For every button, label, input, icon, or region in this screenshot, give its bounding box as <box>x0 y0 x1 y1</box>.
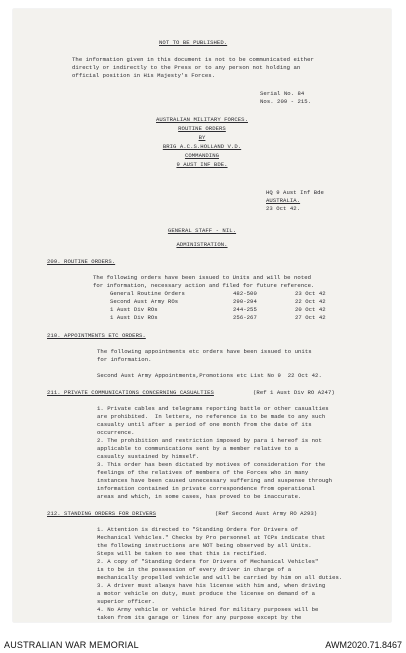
document-date: 23 Oct 42. <box>266 205 301 212</box>
notice-line-2: directly or indirectly to the Press or to any person not holding an <box>72 64 301 71</box>
section-211-line: casualty until after a period of one month from the date of its <box>97 421 312 428</box>
section-212-line: superior officer. <box>97 598 155 605</box>
hq-location: HQ 9 Aust Inf Bde <box>266 189 324 196</box>
notice-line-3: official position in His Majesty's Forces. <box>72 72 216 79</box>
section-211-ref: (Ref 1 Aust Div RO A247) <box>253 389 335 396</box>
section-212-line: 4. No Army vehicle or vehicle hired for military purposes will be <box>97 606 319 613</box>
section-211-line: are prohibited. In letters, no reference is to be made to any such <box>97 413 326 420</box>
section-210-heading: 210. APPOINTMENTS ETC ORDERS. <box>47 332 146 339</box>
table-row-name: 1 Aust Div ROs <box>110 314 158 321</box>
security-classification: NOT TO BE PUBLISHED. <box>159 39 228 46</box>
archive-name: AUSTRALIAN WAR MEMORIAL <box>4 640 139 650</box>
notice-line-1: The information given in this document is not to be communicated either <box>72 56 314 63</box>
table-row-name: General Routine Orders <box>110 290 185 297</box>
section-212-line: mechanically propelled vehicle and will be carried by him on all duties. <box>97 574 343 581</box>
table-row-nos: 290-294 <box>233 298 257 305</box>
table-row-nos: 244-255 <box>233 306 257 313</box>
section-211-line: occurrence. <box>97 429 135 436</box>
archive-footer <box>0 630 406 653</box>
section-212-line: taken from its garage or lines for any purpose except by the <box>97 614 302 621</box>
section-210-line-1: The following appointments etc orders have been issued to units <box>97 348 312 355</box>
section-209-intro-1: The following orders have been issued to Units and will be noted <box>93 274 312 281</box>
general-staff-heading: GENERAL STAFF - NIL. <box>167 227 237 234</box>
section-211-line: 1. Private cables and telegrams reporting battle or other casualties <box>97 405 329 412</box>
section-210-line-2: for information. <box>97 356 152 363</box>
title-line-5: COMMANDING <box>184 152 220 159</box>
title-line-4: BRIG A.C.S.HOLLAND V.D. <box>162 143 242 150</box>
section-212-ref: (Ref Second Aust Army RO A293) <box>215 510 318 517</box>
section-212-line: 2. A copy of "Standing Orders for Drivers of Mechanical Vehicles" <box>97 558 319 565</box>
table-row-nos: 482-500 <box>233 290 257 297</box>
archive-reference: AWM2020.71.8467 <box>325 640 402 650</box>
section-211-heading: 211. PRIVATE COMMUNICATIONS CONCERNING CASUALTIES <box>47 389 214 396</box>
section-211-line: areas and which, in some cases, has proved to be inaccurate. <box>97 493 302 500</box>
title-line-1: AUSTRALIAN MILITARY FORCES. <box>156 116 248 123</box>
section-211-line: instances have been caused unnecessary suffering and suspense through <box>97 477 333 484</box>
table-row-date: 23 Oct 42 <box>295 290 326 297</box>
section-212-heading: 212. STANDING ORDERS FOR DRIVERS <box>47 510 157 517</box>
title-line-3: BY <box>198 134 206 141</box>
section-211-line: casualty sustained by himself. <box>97 453 200 460</box>
section-212-line: Steps will be taken to see that this is rectified. <box>97 550 268 557</box>
table-row-date: 22 Oct 42 <box>295 298 326 305</box>
table-row-name: 1 Aust Div ROs <box>110 306 158 313</box>
table-row-nos: 256-267 <box>233 314 257 321</box>
title-line-6: 9 AUST INF BDE. <box>176 161 228 168</box>
section-209-intro-2: for information, necessary action and filed for future reference. <box>93 282 315 289</box>
section-212-line: is to be in the possession of every driver in charge of a <box>97 566 292 573</box>
section-209-heading: 209. ROUTINE ORDERS. <box>47 258 116 265</box>
administration-heading: ADMINISTRATION. <box>176 241 228 248</box>
section-210-item: Second Aust Army Appointments,Promotions etc List No 9 22 Oct 42. <box>97 372 322 379</box>
section-211-line: information contained in private correspondence from operational <box>97 485 316 492</box>
section-212-line: the following instructions are NOT being observed by all Units. <box>97 542 312 549</box>
serial-number: Serial No. 84 <box>260 90 305 97</box>
title-line-2: ROUTINE ORDERS <box>178 125 226 132</box>
section-212-line: a motor vehicle on duty, must produce the license on demand of a <box>97 590 316 597</box>
table-row-date: 20 Oct 42 <box>295 306 326 313</box>
document-page <box>13 9 391 622</box>
section-212-line: 1. Attention is directed to "Standing Orders for Drivers of <box>97 526 299 533</box>
section-211-line: 3. This order has been dictated by motives of consideration for the <box>97 461 326 468</box>
place: AUSTRALIA. <box>266 197 301 204</box>
section-211-line: applicable to communications sent by a member relative to a <box>97 445 299 452</box>
order-numbers: Nos. 209 - 215. <box>260 98 312 105</box>
section-212-line: 3. A driver must always have his license with him and, when driving <box>97 582 326 589</box>
table-row-name: Second Aust Army ROs <box>110 298 179 305</box>
table-row-date: 27 Oct 42 <box>295 314 326 321</box>
section-211-line: 2. The prohibition and restriction imposed by para 1 hereof is not <box>97 437 322 444</box>
section-211-line: feelings of the relatives of members of the Forces who in many <box>97 469 309 476</box>
section-212-line: Mechanical Vehicles." Checks by Pro personnel at TCPs indicate that <box>97 534 326 541</box>
